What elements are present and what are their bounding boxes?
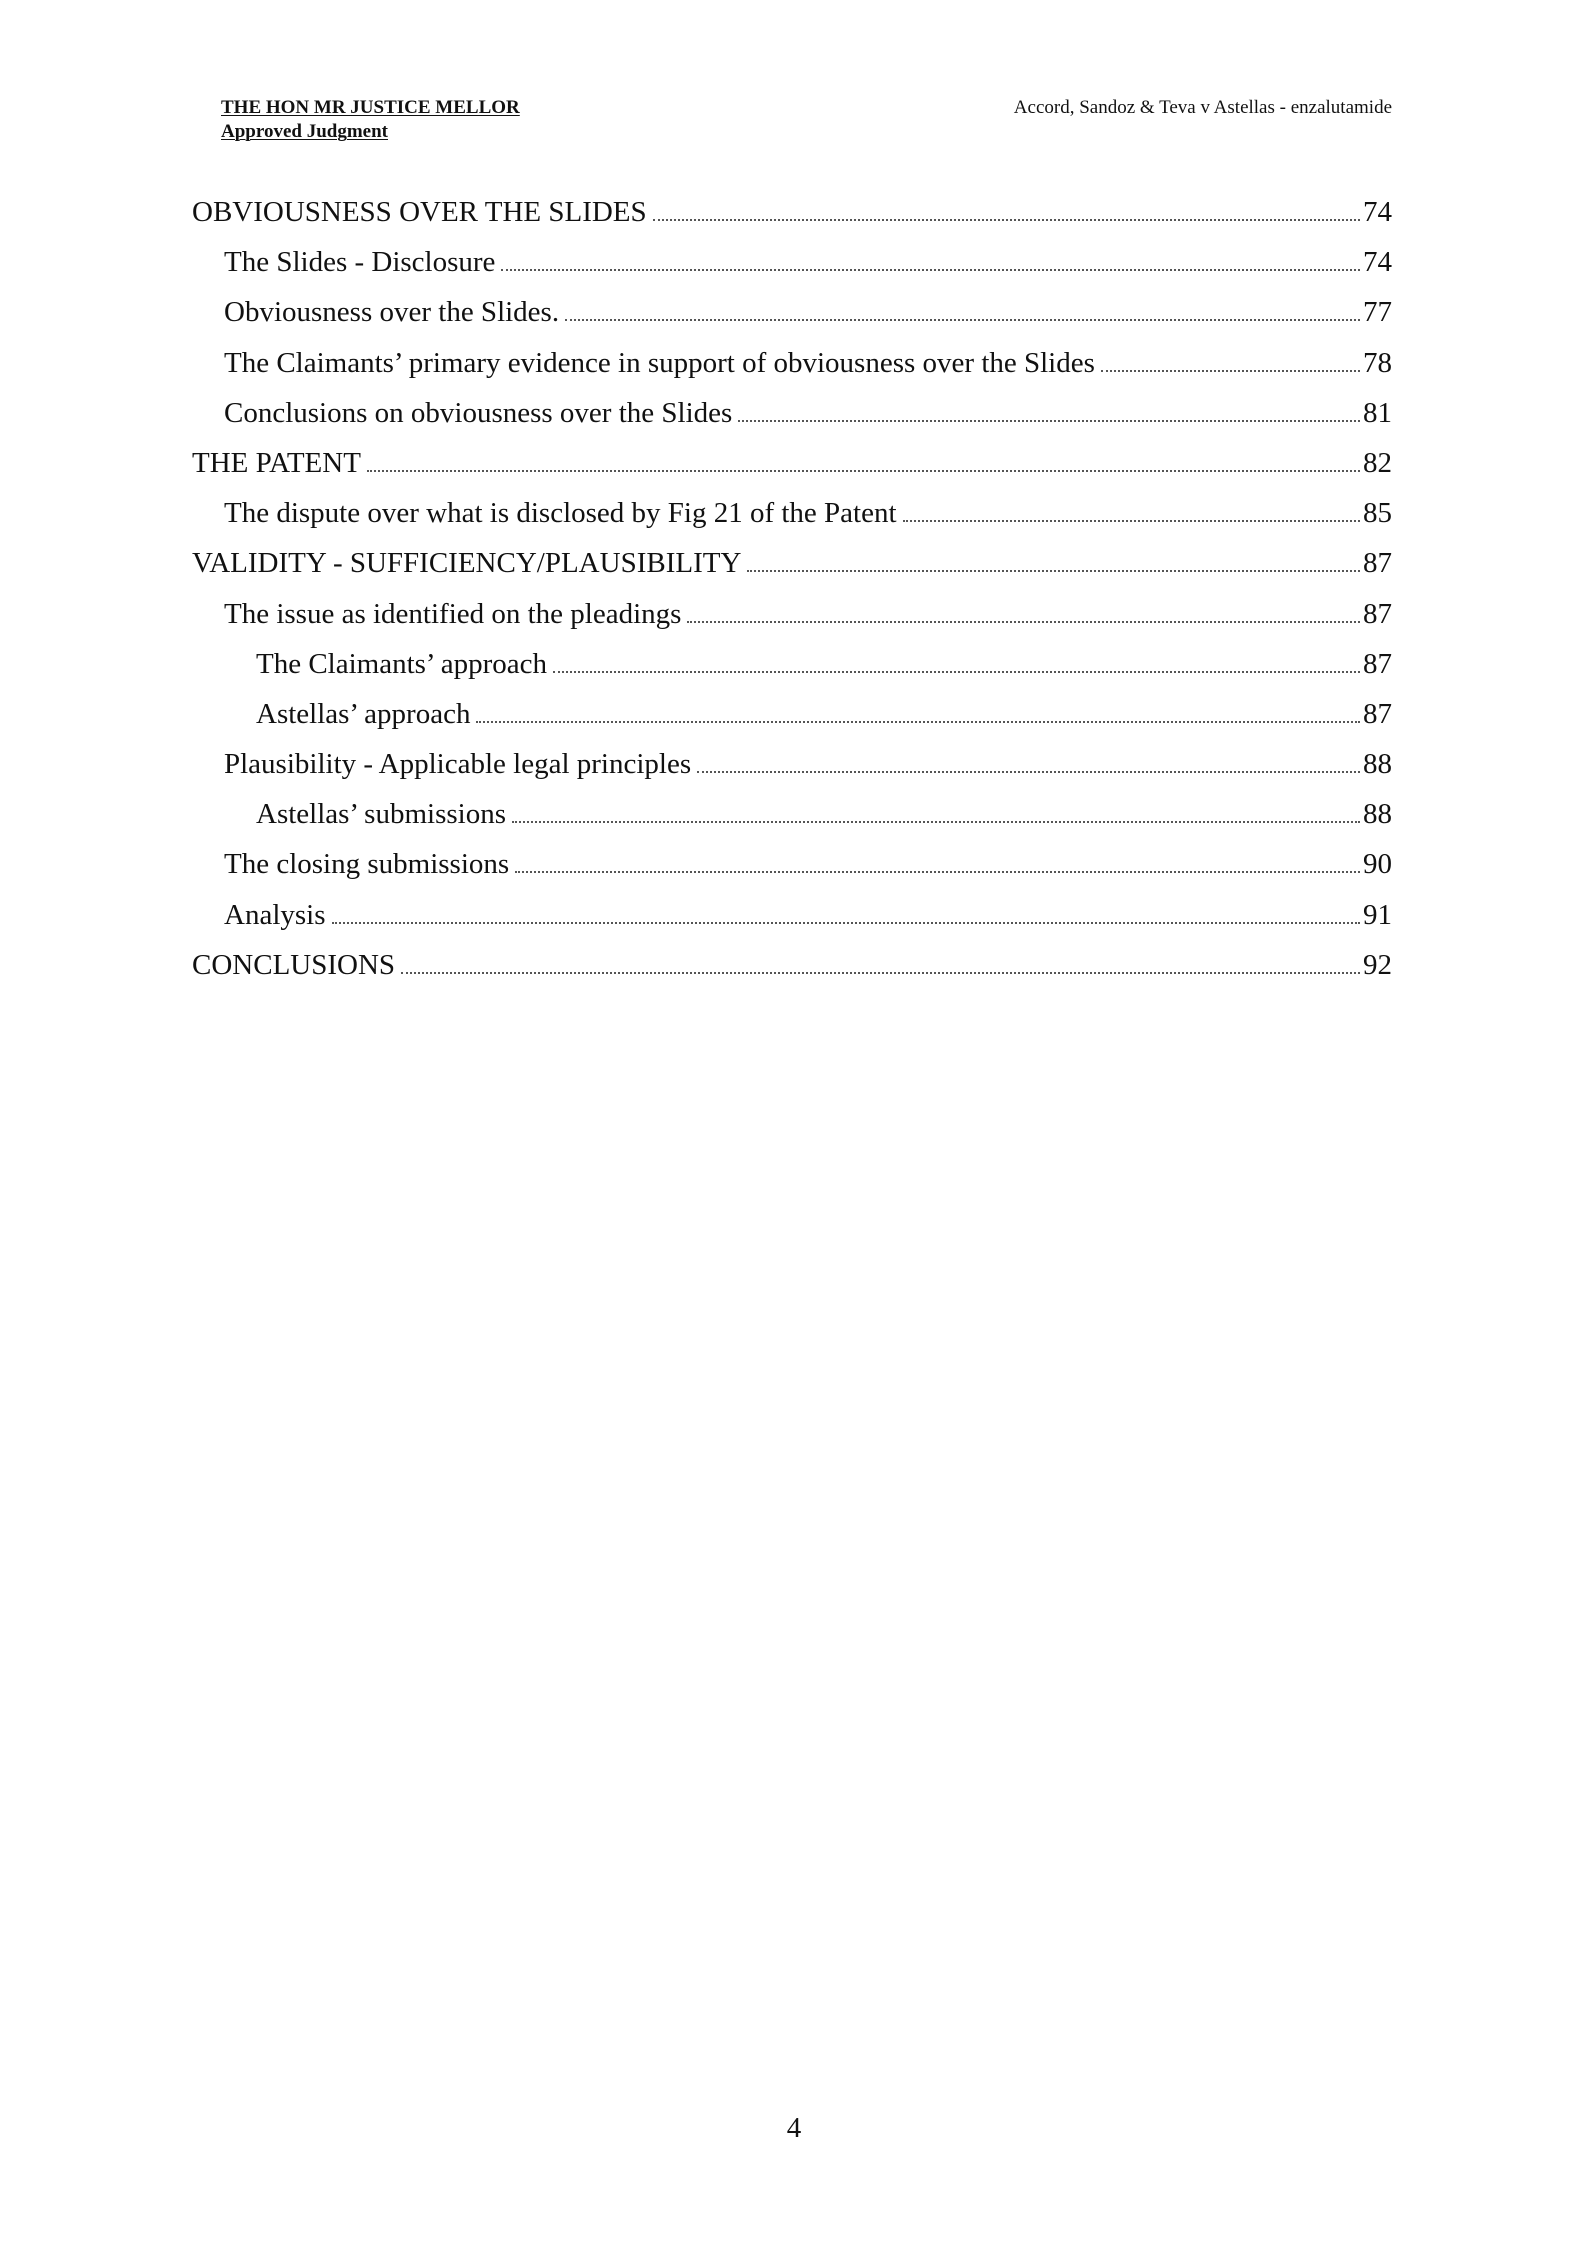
toc-entry-page: 82 xyxy=(1363,446,1392,479)
toc-entry-title: The Claimants’ approach xyxy=(256,647,547,680)
table-of-contents xyxy=(192,187,1392,990)
toc-entry-page: 85 xyxy=(1363,497,1392,530)
toc-entry-page: 74 xyxy=(1363,246,1392,279)
toc-dot-leader xyxy=(747,570,1360,572)
toc-dot-leader xyxy=(401,972,1360,974)
toc-entry-title: Obviousness over the Slides. xyxy=(224,296,560,329)
toc-entry-title: The Slides - Disclosure xyxy=(224,246,496,279)
toc-entry[interactable] xyxy=(192,890,1392,940)
running-header-left xyxy=(221,96,520,144)
toc-entry-title: VALIDITY - SUFFICIENCY/PLAUSIBILITY xyxy=(192,547,742,580)
toc-entry-page: 88 xyxy=(1363,748,1392,781)
toc-entry-page: 74 xyxy=(1363,196,1392,228)
toc-dot-leader xyxy=(476,721,1360,723)
toc-entry-title: CONCLUSIONS xyxy=(192,948,396,981)
judge-name: THE HON MR JUSTICE MELLOR xyxy=(221,97,520,118)
toc-entry[interactable] xyxy=(192,839,1392,889)
toc-entry-title: Analysis xyxy=(224,898,326,931)
toc-entry[interactable] xyxy=(192,940,1392,990)
toc-entry-page: 88 xyxy=(1363,798,1392,831)
toc-entry[interactable] xyxy=(192,589,1392,639)
toc-entry-page: 87 xyxy=(1363,647,1392,680)
toc-entry-page: 87 xyxy=(1363,697,1392,730)
case-title: Accord, Sandoz & Teva v Astellas - enzalutamide xyxy=(1013,97,1392,118)
toc-dot-leader xyxy=(903,520,1360,522)
toc-entry[interactable] xyxy=(192,739,1392,789)
toc-entry-title: Astellas’ approach xyxy=(256,697,471,730)
toc-entry-title: The issue as identified on the pleadings xyxy=(224,597,682,630)
toc-dot-leader xyxy=(515,871,1360,873)
toc-dot-leader xyxy=(697,771,1360,773)
toc-entry-page: 87 xyxy=(1363,597,1392,630)
toc-entry-title: THE PATENT xyxy=(192,446,361,479)
toc-entry-page: 91 xyxy=(1363,898,1392,931)
toc-entry-page: 90 xyxy=(1363,848,1392,881)
toc-dot-leader xyxy=(687,621,1360,623)
toc-entry[interactable] xyxy=(192,438,1392,488)
judgment-status: Approved Judgment xyxy=(221,121,388,142)
toc-entry[interactable] xyxy=(192,388,1392,438)
toc-entry-title: Plausibility - Applicable legal principles xyxy=(224,748,692,781)
toc-entry[interactable] xyxy=(192,488,1392,538)
toc-entry[interactable] xyxy=(192,789,1392,839)
toc-entry-title: OBVIOUSNESS OVER THE SLIDES xyxy=(192,196,647,228)
toc-dot-leader xyxy=(501,269,1360,271)
toc-dot-leader xyxy=(653,219,1360,221)
toc-dot-leader xyxy=(738,420,1360,422)
toc-entry[interactable] xyxy=(192,287,1392,337)
toc-entry[interactable] xyxy=(192,538,1392,588)
page-number: 4 xyxy=(786,2112,802,2144)
toc-entry[interactable] xyxy=(192,237,1392,287)
toc-entry-title: The closing submissions xyxy=(224,848,510,881)
toc-entry[interactable] xyxy=(192,338,1392,388)
toc-dot-leader xyxy=(565,319,1360,321)
toc-dot-leader xyxy=(553,671,1360,673)
toc-entry-page: 77 xyxy=(1363,296,1392,329)
toc-entry-page: 87 xyxy=(1363,547,1392,580)
toc-dot-leader xyxy=(1101,370,1360,372)
toc-entry[interactable] xyxy=(192,639,1392,689)
toc-entry-title: Conclusions on obviousness over the Slides xyxy=(224,396,733,429)
toc-entry[interactable] xyxy=(192,689,1392,739)
toc-entry-page: 81 xyxy=(1363,396,1392,429)
toc-entry-page: 92 xyxy=(1363,948,1392,981)
toc-dot-leader xyxy=(332,922,1361,924)
toc-dot-leader xyxy=(367,470,1360,472)
toc-entry-title: Astellas’ submissions xyxy=(256,798,506,831)
toc-entry-title: The dispute over what is disclosed by Fig 21 of the Patent xyxy=(224,497,897,530)
toc-dot-leader xyxy=(512,821,1360,823)
toc-entry-title: The Claimants’ primary evidence in support of obviousness over the Slides xyxy=(224,346,1095,379)
toc-entry-page: 78 xyxy=(1363,346,1392,379)
toc-entry[interactable] xyxy=(192,187,1392,237)
